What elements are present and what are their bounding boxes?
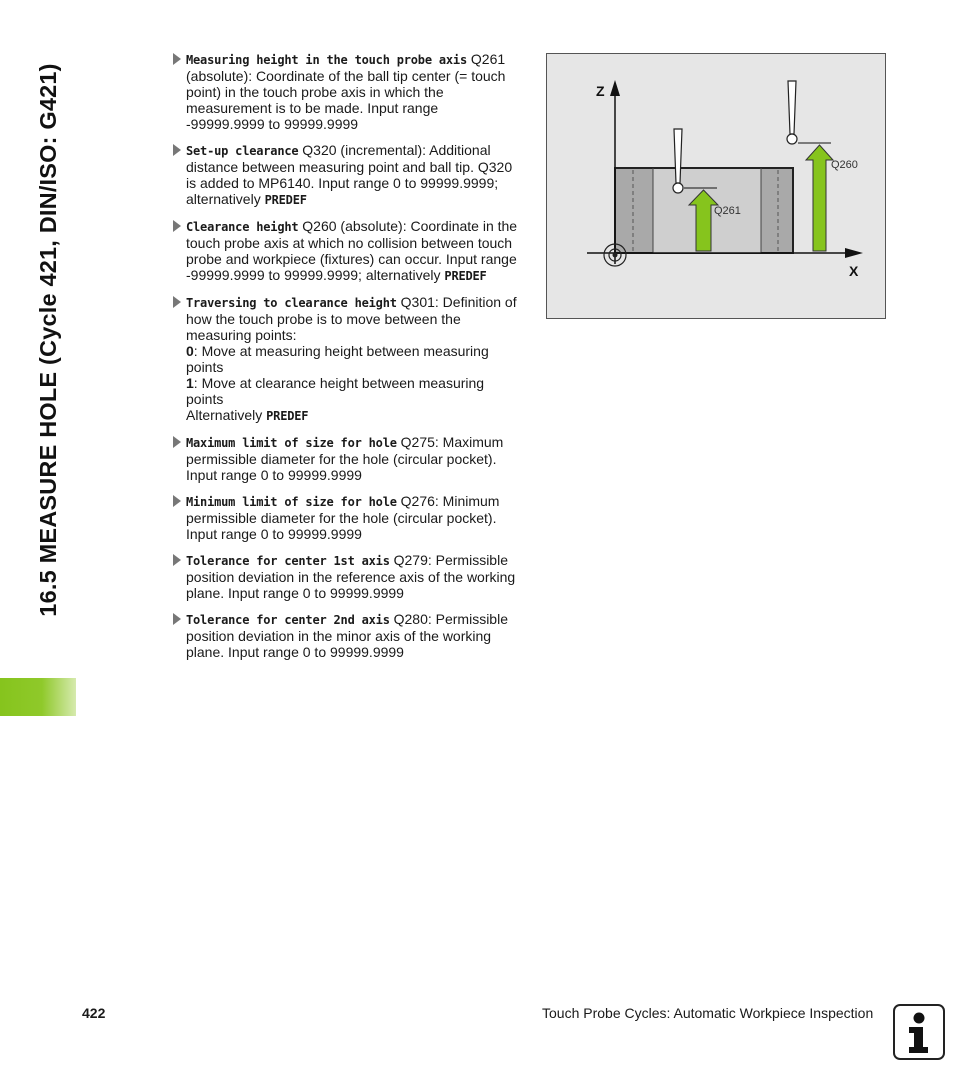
bullet-arrow-icon xyxy=(173,436,181,448)
chapter-tab-marker xyxy=(0,678,76,716)
predef-keyword: PREDEF xyxy=(444,269,487,283)
param-measuring-height xyxy=(172,51,527,132)
footer-chapter-title: Touch Probe Cycles: Automatic Workpiece Inspection xyxy=(542,1005,874,1021)
option-text-cont: points xyxy=(186,359,224,375)
param-first-line: Q320 (incremental): Additional xyxy=(298,142,491,158)
param-first-line: Q275: Maximum xyxy=(396,434,504,450)
option-text-cont: points xyxy=(186,391,224,407)
param-traversing xyxy=(172,294,527,424)
param-keyword: Set-up clearance xyxy=(186,144,299,158)
param-line: distance between measuring point and ball tip. Q320 xyxy=(186,159,513,175)
param-tolerance-1st-axis xyxy=(172,552,527,601)
diagram-svg xyxy=(547,54,885,318)
q260-arrow xyxy=(798,143,833,251)
param-keyword: Maximum limit of size for hole xyxy=(186,436,397,450)
param-first-line: Q280: Permissible xyxy=(389,611,508,627)
param-keyword: Tolerance for center 1st axis xyxy=(186,554,390,568)
param-keyword: Traversing to clearance height xyxy=(186,296,397,310)
param-tolerance-2nd-axis xyxy=(172,611,527,660)
param-alt-prefix: alternatively xyxy=(186,191,265,207)
q261-label: Q261 xyxy=(714,205,741,217)
param-clearance-height xyxy=(172,218,527,284)
chapter-heading-vertical xyxy=(22,20,68,660)
z-axis-label: Z xyxy=(596,83,605,99)
bullet-arrow-icon xyxy=(173,495,181,507)
predef-keyword: PREDEF xyxy=(264,193,307,207)
chapter-heading-text: 16.5 MEASURE HOLE (Cycle 421, DIN/ISO: G421) xyxy=(35,63,61,617)
option-number: 1 xyxy=(186,375,194,391)
param-line: measuring points: xyxy=(186,327,297,343)
param-line: plane. Input range 0 to 99999.9999 xyxy=(186,585,404,601)
param-first-line: Q276: Minimum xyxy=(396,493,500,509)
param-line: measurement is to be made. Input range xyxy=(186,100,439,116)
param-line: is added to MP6140. Input range 0 to 99999.9999; xyxy=(186,175,499,191)
param-max-limit xyxy=(172,434,527,483)
param-line: how the touch probe is to move between the xyxy=(186,311,461,327)
bullet-arrow-icon xyxy=(173,613,181,625)
bullet-arrow-icon xyxy=(173,144,181,156)
param-keyword: Minimum limit of size for hole xyxy=(186,495,397,509)
param-keyword: Tolerance for center 2nd axis xyxy=(186,613,390,627)
param-keyword: Clearance height xyxy=(186,220,299,234)
param-line: (absolute): Coordinate of the ball tip center (= touch xyxy=(186,68,506,84)
bullet-arrow-icon xyxy=(173,296,181,308)
param-line: probe and workpiece (fixtures) can occur. Input range xyxy=(186,251,517,267)
param-line: position deviation in the reference axis of the working xyxy=(186,569,516,585)
param-setup-clearance xyxy=(172,142,527,208)
param-alt-prefix: -99999.9999 to 99999.9999; alternatively xyxy=(186,267,445,283)
predef-keyword: PREDEF xyxy=(266,409,309,423)
param-line: position deviation in the minor axis of the working xyxy=(186,628,492,644)
param-first-line: Q261 xyxy=(467,51,506,67)
param-alt-prefix: Alternatively xyxy=(186,407,267,423)
info-icon xyxy=(893,1004,945,1060)
param-line: permissible diameter for the hole (circular pocket). xyxy=(186,510,497,526)
option-text: : Move at measuring height between measuring xyxy=(193,343,489,359)
param-line: point) in the touch probe axis in which the xyxy=(186,84,444,100)
probe-clearance xyxy=(787,81,797,144)
param-line: -99999.9999 to 99999.9999 xyxy=(186,116,359,132)
parameter-list xyxy=(172,51,527,670)
param-line: Input range 0 to 99999.9999 xyxy=(186,467,362,483)
param-line: permissible diameter for the hole (circular pocket). xyxy=(186,451,497,467)
param-first-line: Q279: Permissible xyxy=(389,552,508,568)
param-line: Input range 0 to 99999.9999 xyxy=(186,526,362,542)
param-first-line: Q301: Definition of xyxy=(396,294,517,310)
clearance-diagram xyxy=(546,53,886,319)
info-glyph-svg xyxy=(895,1006,943,1058)
x-axis-label: X xyxy=(849,263,859,279)
param-min-limit xyxy=(172,493,527,542)
bullet-arrow-icon xyxy=(173,220,181,232)
param-line: plane. Input range 0 to 99999.9999 xyxy=(186,644,404,660)
param-keyword: Measuring height in the touch probe axis xyxy=(186,53,467,67)
page-number: 422 xyxy=(82,1005,106,1021)
option-text: : Move at clearance height between measuring xyxy=(193,375,485,391)
option-number: 0 xyxy=(186,343,194,359)
param-first-line: Q260 (absolute): Coordinate in the xyxy=(298,218,518,234)
q260-label: Q260 xyxy=(831,159,858,171)
bullet-arrow-icon xyxy=(173,554,181,566)
bullet-arrow-icon xyxy=(173,53,181,65)
param-line: touch probe axis at which no collision between touch xyxy=(186,235,513,251)
